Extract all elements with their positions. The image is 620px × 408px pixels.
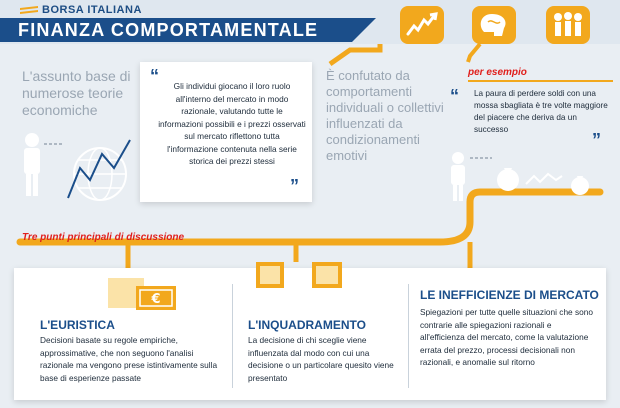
point-title: L'INQUADRAMENTO: [248, 318, 366, 332]
example-label: per esempio: [468, 67, 527, 78]
points-divider: [408, 284, 409, 388]
point-title: L'EURISTICA: [40, 318, 115, 332]
brand-name: BORSA ITALIANA: [42, 4, 142, 16]
points-divider: [232, 284, 233, 388]
banknote-icon: [106, 274, 178, 314]
point-text: Spiegazioni per tutte quelle situazioni che sono contrarie alle spiegazioni razionali e all'efficienza del mercato, come la valutazione errata del prezzo, processi decisionali non razionali, e anomalie sul ritorno: [420, 307, 593, 367]
folders-icon: [250, 258, 350, 294]
intro-text: L'assunto base di numerose teorie economiche: [22, 68, 131, 118]
point-title: LE INEFFICIENZE DI MERCATO: [420, 288, 599, 302]
page-title: FINANZA COMPORTAMENTALE: [18, 20, 319, 40]
point-text: Decisioni basate su regole empiriche, approssimative, che non seguono l'analisi razionale ma vengono prese istintivamente sulla base di esperienze passate: [40, 335, 218, 383]
example-text: La paura di perdere soldi con una mossa sbagliata è tre volte maggiore del piacere che deriva da un successo: [474, 89, 608, 134]
quote-text: Gli individui giocano il loro ruolo all'interno del mercato in modo razionale, valutando tutte le informazioni possibili e i prezzi osservati sul mercato riflettono tutta l'informazione contenuta nella serie storica dei prezzi stessi: [158, 81, 306, 166]
svg-text:€: €: [151, 292, 161, 307]
discussion-label: Tre punti principali di discussione: [22, 232, 185, 243]
quote-close-mark: ”: [290, 176, 299, 196]
confutato-text: È confutato da comportamenti individuali o collettivi influenzati da condizionamenti emotivi: [326, 68, 444, 163]
example-close-mark: ”: [592, 130, 601, 150]
quote-open-mark: “: [150, 66, 159, 86]
point-text: La decisione di chi sceglie viene influenzata dal modo con cui una decisione o un particolare quesito viene presentato: [248, 335, 394, 383]
example-open-mark: “: [450, 86, 459, 106]
